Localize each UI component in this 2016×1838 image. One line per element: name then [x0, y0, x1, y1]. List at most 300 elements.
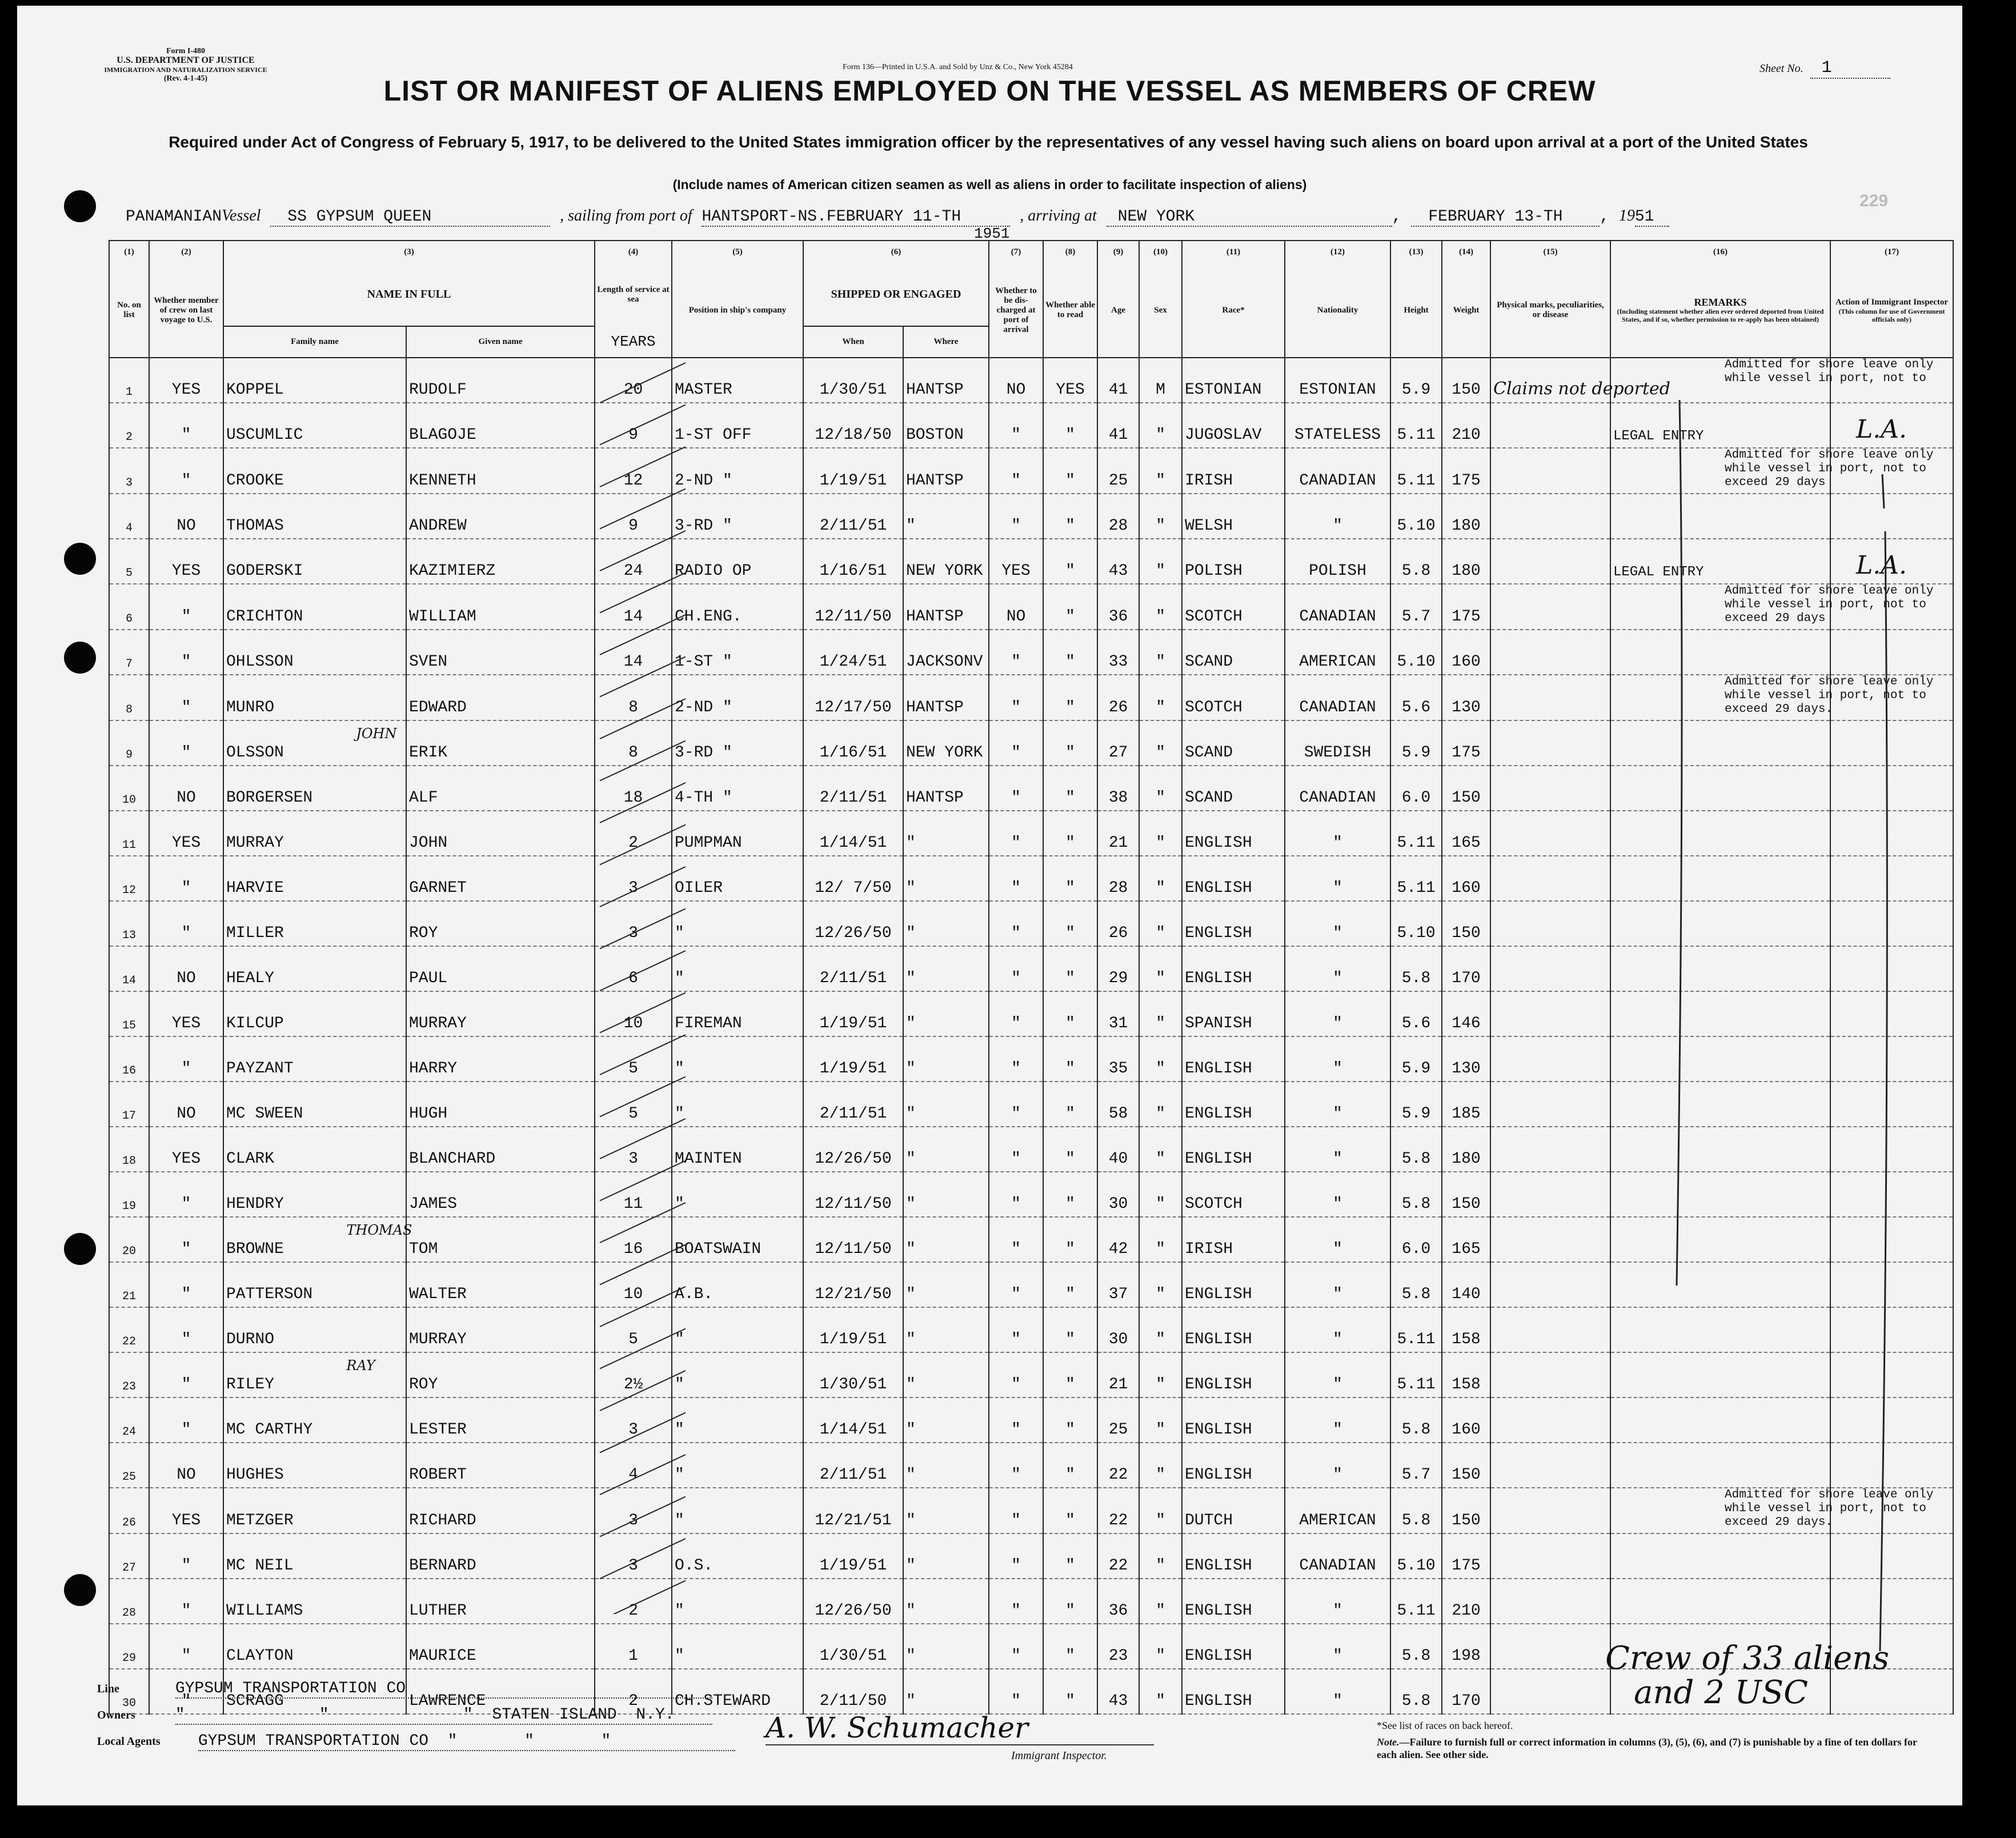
- nationality: ESTONIAN: [1299, 381, 1376, 399]
- able-to-read-cell: [1043, 1397, 1097, 1443]
- shipped-where-cell: [903, 1579, 989, 1624]
- nationality: ": [1333, 1466, 1342, 1484]
- shipped-when: 12/11/50: [815, 608, 892, 626]
- race: ENGLISH: [1185, 1150, 1252, 1168]
- weight: 210: [1452, 1602, 1481, 1620]
- shipped-when-cell: [803, 811, 903, 856]
- age-cell: [1097, 766, 1139, 811]
- weight-cell: [1442, 856, 1490, 901]
- row-number: 5: [125, 567, 133, 580]
- years-service: 18: [623, 789, 643, 807]
- height-cell: [1390, 1579, 1442, 1624]
- nationality-cell: [1285, 991, 1390, 1036]
- shipped-when-cell: [803, 901, 903, 946]
- height: 5.11: [1397, 1602, 1436, 1620]
- col-6-num: (6): [803, 241, 989, 263]
- age-cell: [1097, 811, 1139, 856]
- shipped-where: HANTSP: [906, 608, 964, 626]
- prev-voyage: ": [181, 744, 191, 762]
- given-name: RICHARD: [409, 1512, 476, 1529]
- physical-marks-cell: [1490, 811, 1610, 856]
- weight-cell: [1442, 901, 1490, 946]
- physical-marks-cell: [1490, 494, 1610, 539]
- shipped-where: ": [906, 517, 916, 535]
- col-15-header: Physical marks, peculiarities, or disease: [1490, 263, 1610, 358]
- family-name-cell: [223, 1307, 406, 1352]
- discharged: ": [1011, 1602, 1021, 1620]
- col-3-header: NAME IN FULL: [223, 263, 595, 326]
- given-name: GARNET: [409, 879, 467, 897]
- shipped-where-cell: [903, 720, 989, 766]
- weight-cell: [1442, 766, 1490, 811]
- weight-cell: [1442, 1579, 1490, 1624]
- col-1-header: No. on list: [109, 263, 149, 358]
- prev-voyage-cell: [149, 1533, 223, 1579]
- col-5-num: (5): [672, 241, 803, 263]
- years-service: 6: [628, 970, 638, 987]
- row-number: 10: [122, 794, 136, 807]
- position: MASTER: [675, 381, 732, 399]
- tally-stroke: [600, 447, 686, 487]
- discharged-cell: [989, 946, 1043, 991]
- sex-cell: [1139, 584, 1182, 630]
- age: 29: [1108, 970, 1128, 987]
- shipped-where-cell: [903, 539, 989, 584]
- tally-stroke: [600, 1581, 686, 1615]
- shipped-where: HANTSP: [906, 789, 964, 807]
- punch-hole-3: [64, 642, 96, 674]
- height-cell: [1390, 1082, 1442, 1127]
- physical-marks-cell: [1490, 539, 1610, 584]
- nationality: ": [1333, 1195, 1342, 1213]
- given-name-cell: [406, 946, 595, 991]
- physical-marks-cell: [1490, 720, 1610, 766]
- position: ": [675, 1602, 684, 1620]
- physical-marks-cell: [1490, 1579, 1610, 1624]
- sex: M: [1156, 381, 1165, 399]
- race: DUTCH: [1185, 1512, 1233, 1529]
- weight: 165: [1452, 1240, 1481, 1258]
- row-number-cell: [109, 1307, 149, 1352]
- age-cell: [1097, 1127, 1139, 1172]
- age: 22: [1108, 1557, 1128, 1575]
- nationality-cell: [1285, 539, 1390, 584]
- able-to-read: ": [1065, 1466, 1075, 1484]
- age-cell: [1097, 1533, 1139, 1579]
- nationality-cell: [1285, 1217, 1390, 1262]
- position: ": [675, 1060, 684, 1078]
- nationality: CANADIAN: [1299, 1557, 1376, 1575]
- col-16-subtitle: (Including statement whether alien ever ordered deported from United States, and if so, whether permission to re-apply has been obtained): [1617, 307, 1824, 323]
- years-service-cell: [595, 1624, 672, 1669]
- race: ENGLISH: [1185, 1105, 1252, 1123]
- tally-stroke: [600, 741, 686, 781]
- able-to-read-cell: [1043, 1579, 1097, 1624]
- position: ": [675, 1376, 684, 1393]
- prev-voyage-cell: [149, 584, 223, 630]
- discharged: NO: [1006, 608, 1026, 626]
- race-cell: [1182, 1127, 1285, 1172]
- given-name: JOHN: [409, 834, 448, 852]
- given-name: HARRY: [409, 1060, 458, 1078]
- given-name-cell: [406, 1488, 595, 1533]
- nationality: CANADIAN: [1299, 699, 1376, 716]
- weight-cell: [1442, 675, 1490, 720]
- given-name-cell: [406, 584, 595, 630]
- nationality: AMERICAN: [1299, 653, 1376, 671]
- shipped-when-cell: [803, 1082, 903, 1127]
- years-service: 10: [623, 1286, 643, 1303]
- discharged-cell: [989, 1579, 1043, 1624]
- age-cell: [1097, 584, 1139, 630]
- prev-voyage-cell: [149, 1352, 223, 1397]
- family-name-cell: [223, 494, 406, 539]
- family-name: KOPPEL: [226, 381, 284, 399]
- inspector-action: Admitted for shore leave only while vessel in port, not to exceed 29 days: [1725, 584, 1934, 625]
- height-cell: [1390, 811, 1442, 856]
- able-to-read-cell: [1043, 1488, 1097, 1533]
- row-number: 27: [122, 1561, 136, 1575]
- race-cell: [1182, 811, 1285, 856]
- discharged: ": [1011, 653, 1021, 671]
- given-name-correction: THOMAS: [346, 1222, 412, 1238]
- row-number-cell: [109, 1217, 149, 1262]
- nationality: CANADIAN: [1299, 789, 1376, 807]
- family-name: HENDRY: [226, 1195, 284, 1213]
- family-name: HEALY: [226, 970, 275, 987]
- years-service: 3: [628, 879, 638, 897]
- family-name-cell: [223, 584, 406, 630]
- sex-cell: [1139, 1533, 1182, 1579]
- row-number: 15: [122, 1019, 136, 1032]
- able-to-read: ": [1065, 744, 1075, 762]
- race: ENGLISH: [1185, 1557, 1252, 1575]
- able-to-read-cell: [1043, 1533, 1097, 1579]
- age-cell: [1097, 1352, 1139, 1397]
- discharged: ": [1011, 1150, 1021, 1168]
- weight-cell: [1442, 584, 1490, 630]
- col-16-num: (16): [1610, 241, 1830, 263]
- tally-stroke: [600, 699, 686, 739]
- race-cell: [1182, 1443, 1285, 1488]
- note-label: Note.: [1377, 1736, 1400, 1748]
- height: 5.8: [1401, 1195, 1431, 1213]
- discharged: ": [1011, 970, 1021, 987]
- discharged: ": [1011, 1331, 1021, 1348]
- discharged: ": [1011, 1195, 1021, 1213]
- able-to-read: ": [1065, 1647, 1075, 1665]
- family-name-cell: [223, 1624, 406, 1669]
- inspector-label: Immigrant Inspector.: [1011, 1749, 1107, 1762]
- shipped-where-cell: [903, 1397, 989, 1443]
- row-number: 3: [125, 476, 133, 490]
- shipped-when-cell: [803, 1533, 903, 1579]
- race-cell: [1182, 1533, 1285, 1579]
- able-to-read: ": [1065, 1512, 1075, 1529]
- years-service: 9: [628, 426, 638, 444]
- fine-note: [1377, 1736, 1925, 1761]
- row-number: 21: [122, 1290, 136, 1303]
- shipped-when-cell: [803, 720, 903, 766]
- prev-voyage-cell: [149, 856, 223, 901]
- age: 25: [1108, 472, 1128, 490]
- prev-voyage-cell: [149, 675, 223, 720]
- given-name: PAUL: [409, 970, 448, 987]
- discharged-cell: [989, 1624, 1043, 1669]
- height: 5.10: [1397, 1557, 1436, 1575]
- shipped-when-cell: [803, 584, 903, 630]
- shipped-when-cell: [803, 403, 903, 448]
- family-name-cell: [223, 946, 406, 991]
- row-number: 16: [122, 1064, 136, 1078]
- weight-cell: [1442, 1127, 1490, 1172]
- nationality-cell: [1285, 856, 1390, 901]
- row-number-cell: [109, 856, 149, 901]
- race: IRISH: [1185, 472, 1233, 490]
- age-cell: [1097, 991, 1139, 1036]
- able-to-read: ": [1065, 879, 1075, 897]
- col-14-header: Weight: [1442, 263, 1490, 358]
- physical-marks-cell: [1490, 1488, 1610, 1533]
- given-name-cell: [406, 539, 595, 584]
- nationality-cell: [1285, 584, 1390, 630]
- sex-cell: [1139, 991, 1182, 1036]
- height-cell: [1390, 856, 1442, 901]
- shipped-when: 2/11/51: [819, 789, 887, 807]
- position: O.S.: [675, 1557, 714, 1575]
- row-number: 26: [122, 1516, 136, 1529]
- discharged: ": [1011, 426, 1021, 444]
- col-16-header: [1610, 263, 1830, 358]
- discharged: ": [1011, 1376, 1021, 1393]
- prev-voyage: ": [181, 472, 191, 490]
- weight-cell: [1442, 811, 1490, 856]
- physical-marks-cell: [1490, 1172, 1610, 1217]
- position-cell: [672, 1624, 803, 1669]
- given-name: EDWARD: [409, 699, 467, 716]
- weight-cell: [1442, 403, 1490, 448]
- sex-cell: [1139, 1397, 1182, 1443]
- sex: ": [1156, 1286, 1165, 1303]
- tally-stroke: [600, 783, 686, 823]
- weight: 130: [1452, 699, 1481, 716]
- shipped-where-cell: [903, 856, 989, 901]
- height: 5.11: [1397, 1331, 1436, 1348]
- family-name-cell: [223, 448, 406, 494]
- nationality-cell: [1285, 358, 1390, 403]
- given-name: LAWRENCE: [409, 1692, 486, 1710]
- race: IRISH: [1185, 1240, 1233, 1258]
- prev-voyage: ": [181, 1692, 191, 1710]
- punch-hole-1: [64, 190, 96, 222]
- race: ESTONIAN: [1185, 381, 1262, 399]
- height: 5.7: [1401, 1466, 1431, 1484]
- shipped-where: ": [906, 1376, 916, 1393]
- row-number-cell: [109, 539, 149, 584]
- discharged-cell: [989, 358, 1043, 403]
- prev-voyage: NO: [177, 1466, 196, 1484]
- discharged: ": [1011, 1286, 1021, 1303]
- given-name-correction: RAY: [346, 1358, 375, 1374]
- nationality: ": [1333, 1060, 1342, 1078]
- age: 37: [1108, 1286, 1128, 1303]
- shipped-when: 2/11/50: [819, 1692, 887, 1710]
- nationality: ": [1333, 834, 1342, 852]
- tally-stroke: [600, 573, 686, 613]
- position: A.B.: [675, 1286, 714, 1303]
- given-name: BLANCHARD: [409, 1150, 496, 1168]
- physical-marks-cell: [1490, 946, 1610, 991]
- position: 3-RD ": [675, 517, 732, 535]
- height: 5.10: [1397, 653, 1436, 671]
- given-name-cell: [406, 1533, 595, 1579]
- weight-cell: [1442, 1262, 1490, 1307]
- height: 5.8: [1401, 1647, 1431, 1665]
- col-17-num: (17): [1830, 241, 1953, 263]
- nationality-cell: [1285, 1082, 1390, 1127]
- col-2-header: Whether member of crew on last voyage to U.S.: [149, 263, 223, 358]
- row-number-cell: [109, 1488, 149, 1533]
- position: ": [675, 1331, 684, 1348]
- race-cell: [1182, 630, 1285, 675]
- row-number: 12: [122, 884, 136, 897]
- prev-voyage-cell: [149, 1262, 223, 1307]
- family-name: OLSSON: [226, 744, 284, 762]
- shipped-where: ": [906, 1015, 916, 1032]
- given-name-cell: [356, 720, 595, 766]
- able-to-read-cell: [1043, 403, 1097, 448]
- discharged-cell: [989, 1082, 1043, 1127]
- prev-voyage-cell: [149, 1488, 223, 1533]
- weight-cell: [1442, 946, 1490, 991]
- shipped-when: 1/19/51: [819, 472, 887, 490]
- prev-voyage: ": [181, 879, 191, 897]
- able-to-read-cell: [1043, 811, 1097, 856]
- height: 5.6: [1401, 1015, 1431, 1032]
- sex-cell: [1139, 1082, 1182, 1127]
- able-to-read-cell: [1043, 1217, 1097, 1262]
- tally-stroke: [600, 1539, 686, 1579]
- position: ": [675, 1105, 684, 1123]
- shipped-where-cell: [903, 1172, 989, 1217]
- tally-stroke: [600, 1287, 686, 1327]
- weight-cell: [1442, 630, 1490, 675]
- age-cell: [1097, 675, 1139, 720]
- row-number: 13: [122, 929, 136, 942]
- weight-cell: [1442, 1036, 1490, 1082]
- age-cell: [1097, 1488, 1139, 1533]
- height-cell: [1390, 946, 1442, 991]
- position: CH.ENG.: [675, 608, 742, 626]
- nationality: ": [1333, 970, 1342, 987]
- shipped-when-cell: [803, 448, 903, 494]
- position: ": [675, 924, 684, 942]
- years-service: 5: [628, 1060, 638, 1078]
- prev-voyage: ": [181, 1647, 191, 1665]
- family-name: BROWNE: [226, 1240, 284, 1258]
- tally-stroke: [600, 1497, 686, 1537]
- sex: ": [1156, 1376, 1165, 1393]
- row-number-cell: [109, 720, 149, 766]
- race: JUGOSLAV: [1185, 426, 1262, 444]
- weight: 160: [1452, 1421, 1481, 1439]
- family-name-cell: [223, 1082, 406, 1127]
- form-id: Form I-480: [166, 47, 206, 55]
- able-to-read: ": [1065, 1286, 1075, 1303]
- weight-cell: [1442, 1624, 1490, 1669]
- sex: ": [1156, 1466, 1165, 1484]
- discharged-cell: [989, 856, 1043, 901]
- given-name: SVEN: [409, 653, 448, 671]
- sex-cell: [1139, 1127, 1182, 1172]
- row-number-cell: [109, 1172, 149, 1217]
- age: 21: [1108, 1376, 1128, 1393]
- row-number: 8: [125, 703, 133, 716]
- shipped-when-cell: [803, 539, 903, 584]
- age: 41: [1108, 426, 1128, 444]
- physical-marks-cell: [1490, 1262, 1610, 1307]
- race: ENGLISH: [1185, 1692, 1252, 1710]
- physical-marks-cell: [1490, 991, 1610, 1036]
- punch-hole-5: [64, 1574, 96, 1606]
- physical-marks-cell: [1490, 901, 1610, 946]
- given-name: LUTHER: [409, 1602, 467, 1620]
- shipped-when: 1/30/51: [819, 381, 887, 399]
- race-cell: [1182, 448, 1285, 494]
- years-service: 14: [623, 608, 643, 626]
- shipped-where-cell: [903, 448, 989, 494]
- shipped-where-cell: [903, 1217, 989, 1262]
- prev-voyage: ": [181, 1557, 191, 1575]
- family-name: CLARK: [226, 1150, 275, 1168]
- shipped-when: 12/11/50: [815, 1195, 892, 1213]
- nationality-cell: [1285, 1397, 1390, 1443]
- nationality: ": [1333, 1376, 1342, 1393]
- family-name: MUNRO: [226, 699, 275, 716]
- race-cell: [1182, 403, 1285, 448]
- years-service: 5: [628, 1105, 638, 1123]
- family-name: PATTERSON: [226, 1286, 313, 1303]
- shipped-when-cell: [803, 1172, 903, 1217]
- sex: ": [1156, 744, 1165, 762]
- shipped-where-cell: [903, 1533, 989, 1579]
- able-to-read: ": [1065, 1060, 1075, 1078]
- height-cell: [1390, 1533, 1442, 1579]
- sex: ": [1156, 1512, 1165, 1529]
- shipped-when-cell: [803, 1127, 903, 1172]
- arrival-year-suffix: 51: [1635, 208, 1669, 227]
- physical-marks-cell: [1490, 1352, 1610, 1397]
- prev-voyage: ": [181, 924, 191, 942]
- able-to-read: ": [1065, 1557, 1075, 1575]
- row-number: 17: [122, 1110, 136, 1123]
- shipped-when: 12/26/50: [815, 924, 892, 942]
- given-name-cell: [406, 1036, 595, 1082]
- tally-stroke: [600, 1119, 686, 1159]
- tally-stroke: [600, 825, 686, 865]
- given-name-cell: [406, 811, 595, 856]
- weight: 146: [1452, 1015, 1481, 1032]
- shipped-where: ": [906, 1060, 916, 1078]
- given-name-correction: JOHN: [356, 726, 397, 742]
- position: CH.STEWARD: [675, 1692, 771, 1710]
- col-17-subtitle: (This column for use of Government officials only): [1838, 307, 1945, 323]
- able-to-read: ": [1065, 1692, 1075, 1710]
- tally-stroke: [600, 1329, 686, 1369]
- row-number-cell: [109, 1082, 149, 1127]
- col-9-header: Age: [1097, 263, 1139, 358]
- race: ENGLISH: [1185, 1602, 1252, 1620]
